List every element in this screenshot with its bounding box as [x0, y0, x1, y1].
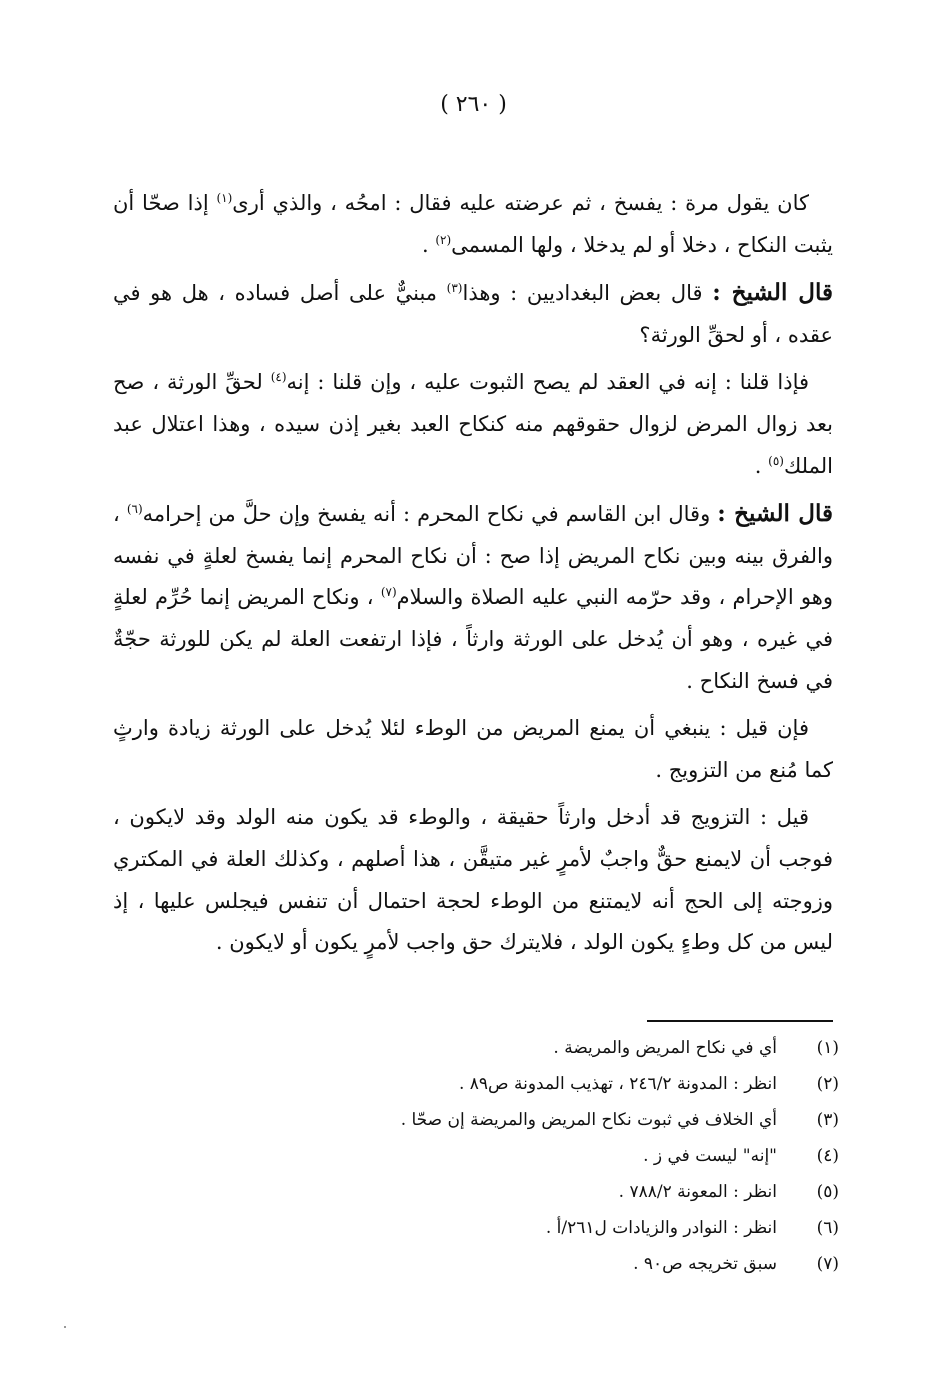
- footnote-text: "إنه" ليست في ز .: [643, 1146, 777, 1166]
- text-run: قال بعض البغداديين : وهذا: [462, 281, 713, 306]
- footnote-marker: (١): [216, 191, 233, 205]
- text-run: لحقِّ الورثة ، صح بعد زوال المرض لزوال حقوقهم منه كنكاح العبد بغير إذن سيده ، وهذا اعتلال عبد الملك: [113, 370, 833, 478]
- footnote-number: (٧): [816, 1254, 839, 1274]
- footnote: [109, 1254, 839, 1290]
- main-text: [113, 183, 833, 970]
- footnote: [109, 1038, 839, 1074]
- paragraph: [113, 183, 833, 266]
- text-run: فإن قيل : ينبغي أن يمنع المريض من الوطء لئلا يُدخل على الورثة زيادة وارثٍ كما مُنع من التزويج .: [113, 716, 833, 782]
- speaker-heading: قال الشيخ :: [712, 279, 833, 307]
- footnote-text: انظر : النوادر والزيادات ل٢٦١/أ .: [545, 1218, 777, 1238]
- scan-speck: [64, 1326, 66, 1328]
- paragraph: [113, 272, 833, 356]
- text-run: مبنيٌّ على أصل فساده ، هل هو في عقده ، أو لحقِّ الورثة؟: [113, 281, 833, 347]
- text-run: وقال ابن القاسم في نكاح المحرم : أنه يفسخ وإن حلَّ من إحرامه: [142, 502, 718, 527]
- footnote: [109, 1218, 839, 1254]
- footnote-text: أي في نكاح المريض والمريضة .: [553, 1038, 777, 1058]
- text-run: ، ونكاح المريض إنما حُرِّم لعلةٍ في غيره ، وهو أن يُدخل على الورثة وارثاً ، فإذا ارتفعت العلة لم يكن للورثة حجّةٌ في فسخ النكاح .: [113, 585, 833, 693]
- paragraph: [113, 493, 833, 702]
- footnote-number: (٢): [816, 1074, 839, 1094]
- footnote-number: (٦): [816, 1218, 839, 1238]
- footnotes-list: [109, 1038, 839, 1290]
- text-run: ، والفرق بينه وبين نكاح المريض إذا صح : أن نكاح المحرم إنما يفسخ لعلةٍ في نفسه وهو الإحرام ، وقد حرّمه النبي عليه الصلاة والسلام: [113, 502, 833, 610]
- text-run: .: [754, 453, 769, 478]
- paragraph: [113, 797, 833, 963]
- text-run: فإذا قلنا : إنه في العقد لم يصح الثبوت عليه ، وإن قلنا : إنه: [286, 370, 810, 395]
- footnote-number: (٣): [816, 1110, 839, 1130]
- page-number: ( ٢٦٠ ): [440, 92, 507, 117]
- footnote-text: سبق تخريجه ص٩٠ .: [633, 1254, 777, 1274]
- footnote: [109, 1146, 839, 1182]
- footnote-separator: [647, 1020, 833, 1022]
- footnote-number: (١): [816, 1038, 839, 1058]
- footnote-number: (٤): [816, 1146, 839, 1166]
- text-run: إذا صحّا أن يثبت النكاح ، دخلا أو لم يدخلا ، ولها المسمى: [113, 191, 833, 257]
- footnote-marker: (٦): [126, 502, 143, 517]
- footnote-marker: (٣): [446, 281, 463, 296]
- paragraph: [113, 708, 833, 791]
- footnote-marker: (٥): [768, 453, 784, 468]
- footnote-marker: (٧): [380, 585, 397, 600]
- footnote: [109, 1110, 839, 1146]
- footnote-marker: (٤): [270, 370, 287, 385]
- footnote-text: انظر : المعونة ٧٨٨/٢ .: [618, 1182, 777, 1202]
- footnote-marker: (٢): [435, 232, 452, 247]
- text-run: كان يقول مرة : يفسخ ، ثم عرضته عليه فقال : امحُه ، والذي أرى: [232, 191, 809, 215]
- text-run: .: [421, 232, 436, 257]
- paragraph: [113, 362, 833, 487]
- footnote: [109, 1074, 839, 1110]
- footnote-text: أي الخلاف في ثبوت نكاح المريض والمريضة إن صحّا .: [400, 1110, 777, 1130]
- speaker-heading: قال الشيخ :: [717, 500, 833, 528]
- footnote-number: (٥): [816, 1182, 839, 1202]
- footnote-text: انظر : المدونة ٢٤٦/٢ ، تهذيب المدونة ص٨٩ .: [458, 1074, 777, 1094]
- text-run: قيل : التزويج قد أدخل وارثاً حقيقة ، والوطء قد يكون منه الولد وقد لايكون ، فوجب أن لايمنع حقٌّ واجبٌ لأمرٍ غير متيقَّن ، هذا أصلهم ، وكذلك العلة في المكتري وزوجته إلى الحج أنه لايمتنع من الوطء لحجة احتمال أن تنفس فيجلس عليها ، إذ ليس من كل وطءٍ يكون الولد ، فلايترك حق واجب لأمرٍ يكون أو لايكون .: [113, 805, 833, 955]
- footnote: [109, 1182, 839, 1218]
